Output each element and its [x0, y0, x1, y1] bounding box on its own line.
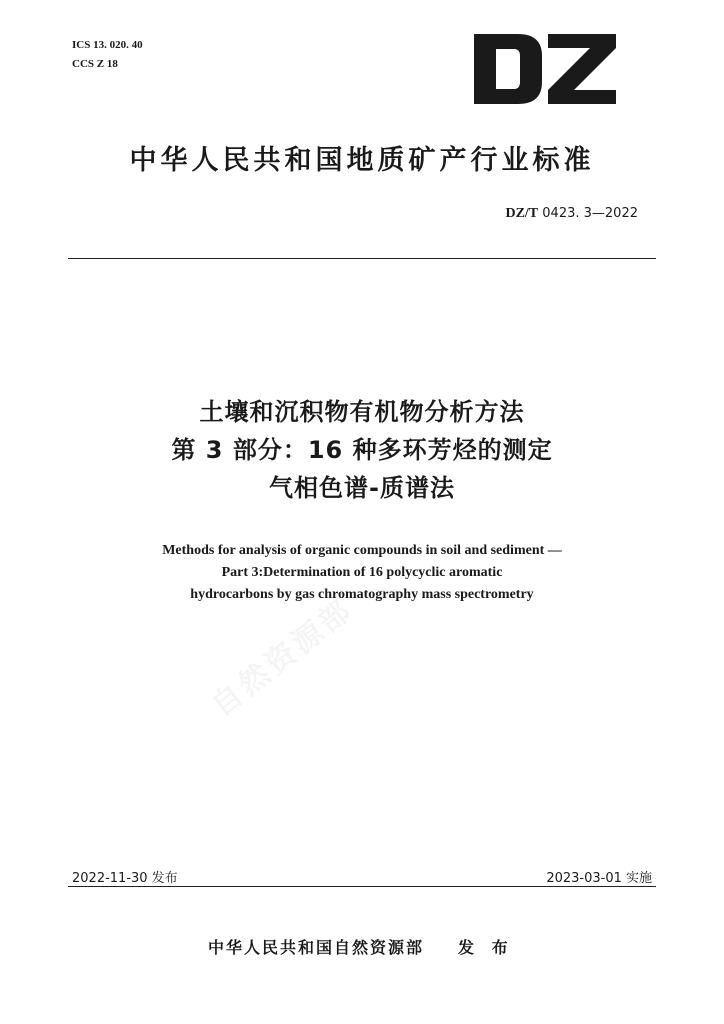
classification-codes [72, 36, 143, 74]
logo-letter-z [548, 34, 616, 104]
issue-date: 2022-11-30 发布 [72, 871, 178, 886]
bottom-divider [68, 886, 656, 887]
publisher-suffix: 发 布 [458, 938, 514, 957]
ccs-code: CCS Z 18 [72, 58, 118, 70]
watermark [200, 585, 361, 724]
english-title-line-3: hydrocarbons by gas chromatography mass spectrometry [190, 587, 534, 602]
chinese-title-line-3: 气相色谱-质谱法 [269, 474, 455, 502]
chinese-title-line-1: 土壤和沉积物有机物分析方法 [199, 398, 525, 426]
top-divider [68, 258, 656, 259]
logo-letter-d [474, 34, 542, 104]
chinese-title-line-2: 第 3 部分：16 种多环芳烃的测定 [171, 436, 553, 464]
standard-number-prefix: DZ/T [505, 206, 539, 221]
standard-number-value: 0423. 3—2022 [542, 206, 638, 221]
english-title-line-1: Methods for analysis of organic compounds in soil and sediment — [162, 543, 562, 558]
english-title [0, 540, 724, 606]
publisher [208, 935, 514, 958]
ics-code: ICS 13. 020. 40 [72, 39, 143, 51]
standard-number [505, 206, 638, 222]
english-title-line-2: Part 3:Determination of 16 polycyclic aromatic [221, 565, 503, 580]
implementation-date: 2023-03-01 实施 [546, 871, 652, 886]
publisher-name: 中华人民共和国自然资源部 [208, 938, 425, 957]
standard-category-name: 中华人民共和国地质矿产行业标准 [129, 145, 595, 176]
dz-logo [474, 34, 616, 104]
chinese-title [0, 393, 724, 507]
